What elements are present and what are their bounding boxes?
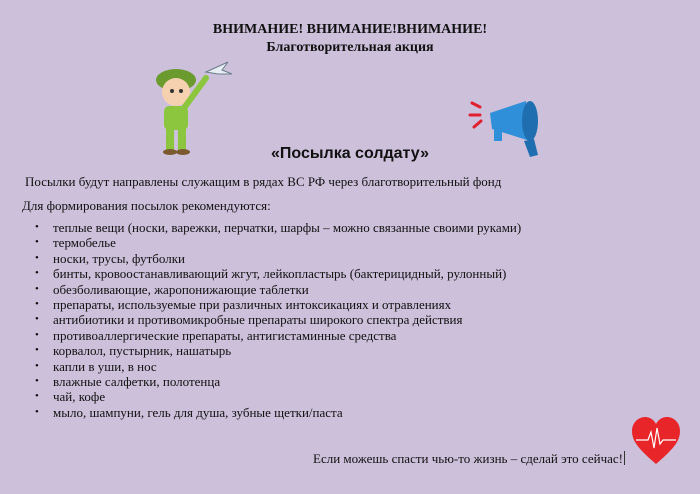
bullet: • (35, 236, 39, 249)
bullet: • (35, 405, 39, 418)
bullet: • (35, 251, 39, 264)
soldier-boy-illustration (148, 58, 238, 158)
attention-heading: ВНИМАНИЕ! ВНИМАНИЕ!ВНИМАНИЕ! (212, 22, 488, 37)
list-heading: Для формирования посылок рекомендуются: (22, 198, 271, 213)
charity-subheading: Благотворительная акция (266, 40, 434, 55)
list-item: • противоаллергические препараты, антигистаминные средства (35, 327, 397, 343)
bullet: • (35, 359, 39, 372)
footer-slogan: Если можешь спасти чью-то жизнь – сделай это сейчас! (313, 451, 623, 466)
list-item: • теплые вещи (носки, варежки, перчатки, шарфы – можно связанные своими руками) (35, 220, 522, 235)
bullet: • (35, 374, 39, 387)
list-item: • корвалол, пустырник, нашатырь (35, 343, 232, 359)
list-item: • носки, трусы, футболки (35, 250, 185, 266)
list-item: • чай, кофе (35, 389, 106, 405)
list-item: • капли в уши, в нос (35, 358, 157, 374)
bullet: • (35, 390, 39, 403)
list-item: • препараты, используемые при различных интоксикациях и отравлениях (35, 296, 452, 312)
list-item: • бинты, кровоостанавливающий жгут, лейкопластырь (бактерицидный, рулонный) (35, 266, 507, 282)
list-item: • влажные салфетки, полотенца (35, 373, 221, 389)
list-item: • мыло, шампуни, гель для душа, зубные щетки/паста (35, 404, 343, 420)
list-item: • термобелье (35, 235, 116, 251)
list-item: • антибиотики и противомикробные препараты широкого спектра действия (35, 312, 463, 328)
intro-text: Посылки будут направлены служащим в рядах ВС РФ через благотворительный фонд (25, 174, 502, 189)
recommended-items-list (0, 220, 521, 420)
bullet: • (35, 221, 39, 233)
campaign-title: «Посылка солдату» (271, 145, 429, 162)
text-cursor (624, 451, 625, 465)
bullet: • (35, 297, 39, 310)
bullet: • (35, 282, 39, 295)
bullet: • (35, 267, 39, 280)
bullet: • (35, 344, 39, 357)
heart-pulse-icon (630, 416, 682, 466)
bullet: • (35, 313, 39, 326)
list-item: • обезболивающие, жаропонижающие таблетки (35, 281, 309, 297)
bullet: • (35, 328, 39, 341)
